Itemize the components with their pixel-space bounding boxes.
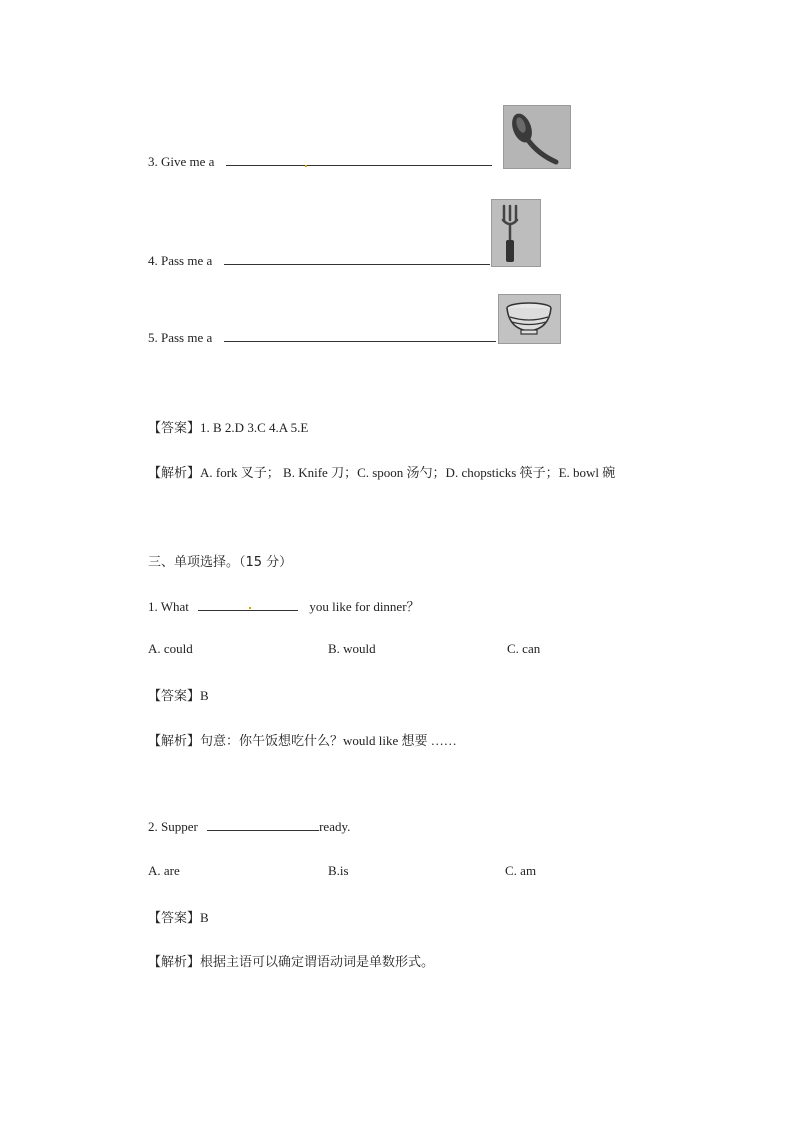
mark-dot [249, 607, 251, 609]
q1-analysis-label: 【解析】 [148, 734, 201, 749]
answer-label: 【答案】 [148, 421, 201, 436]
q1-stem-after: you like for dinner？ [309, 599, 420, 614]
answer-blank-5[interactable] [224, 340, 496, 342]
q2-answer: B [200, 910, 209, 925]
question-4-text: 4. Pass me a [148, 253, 213, 268]
q2-analysis-row [148, 951, 434, 970]
question-5-text: 5. Pass me a [148, 330, 213, 345]
q2-option-b[interactable]: B.is [328, 863, 349, 878]
q1-analysis: 句意：你午饭想吃什么？would like 想要 …… [200, 733, 457, 748]
analysis-row-1 [148, 462, 615, 481]
question-3 [148, 154, 492, 170]
q1-stem-before: 1. What [148, 599, 189, 614]
q2-analysis: 根据主语可以确定谓语动词是单数形式。 [200, 955, 435, 970]
fork-icon [492, 200, 540, 266]
section-title: 三、单项选择。（15 分） [148, 555, 293, 570]
fork-image [491, 199, 541, 267]
q2-option-c[interactable]: C. am [505, 863, 537, 878]
q2-analysis-label: 【解析】 [148, 955, 201, 970]
q1-blank[interactable] [198, 609, 298, 611]
answer-text: 1. B 2.D 3.C 4.A 5.E [200, 420, 309, 435]
answer-row-1 [148, 417, 308, 436]
q1-answer: B [200, 688, 209, 703]
analysis-text: A. fork 叉子； B. Knife 刀；C. spoon 汤勺；D. chopsticks 筷子；E. bowl 碗 [200, 465, 616, 480]
question-5 [148, 330, 496, 346]
q2-stem-before: 2. Supper [148, 819, 198, 834]
question-3-text: 3. Give me a [148, 154, 215, 169]
q2-answer-label: 【答案】 [148, 911, 201, 926]
question-2 [148, 819, 350, 835]
mark-dot [305, 165, 307, 167]
q1-analysis-row [148, 730, 457, 749]
q2-answer-row [148, 907, 209, 926]
spoon-icon [504, 106, 570, 168]
q2-option-a[interactable]: A. are [148, 863, 180, 878]
question-1 [148, 596, 420, 615]
q1-option-b[interactable]: B. would [328, 641, 376, 656]
answer-blank-4[interactable] [224, 263, 490, 265]
q2-stem-after: ready. [319, 819, 351, 834]
q1-option-a[interactable]: A. could [148, 641, 193, 656]
bowl-image [498, 294, 561, 344]
analysis-label: 【解析】 [148, 466, 201, 481]
q2-blank[interactable] [207, 829, 319, 831]
q1-option-c[interactable]: C. can [507, 641, 541, 656]
question-4 [148, 253, 490, 269]
q1-answer-row [148, 685, 209, 704]
q1-answer-label: 【答案】 [148, 689, 201, 704]
spoon-image [503, 105, 571, 169]
bowl-icon [499, 295, 560, 343]
answer-blank-3[interactable] [226, 164, 492, 166]
